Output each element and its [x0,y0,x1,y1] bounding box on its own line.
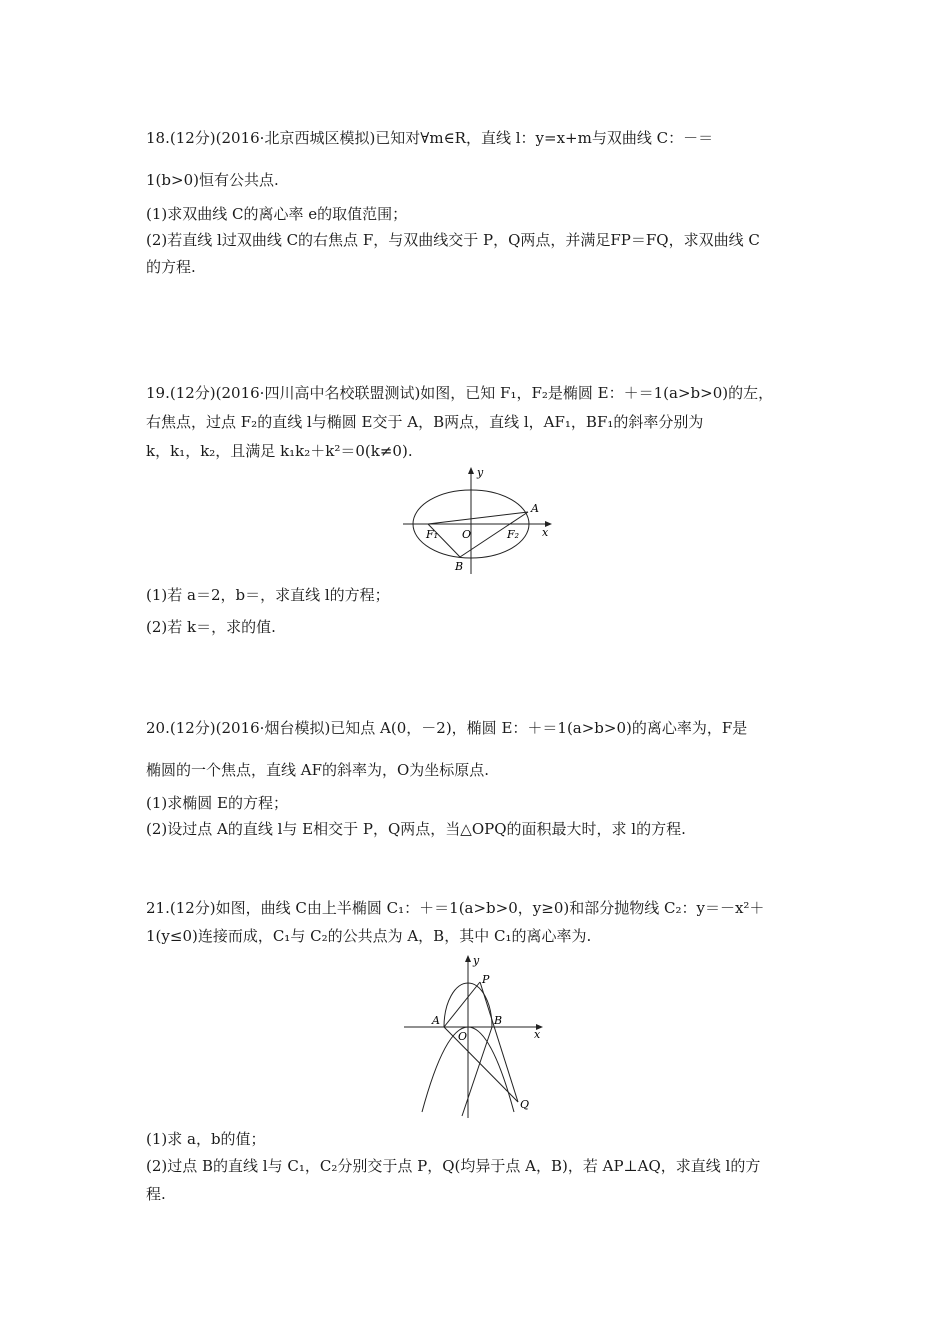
label-q: Q [520,1098,530,1111]
label-f1: F₁ [426,528,439,541]
q21-line-5: 程. [146,1185,166,1203]
q18-line-5: 的方程. [146,258,196,276]
q21-line-1: 21.(12分)如图，曲线 C由上半椭圆 C₁：＋＝1(a>b>0，y≥0)和部分抛物线 C₂：y＝－x²＋ [146,899,765,917]
q21-line-2: 1(y≤0)连接而成，C₁与 C₂的公共点为 A，B，其中 C₁的离心率为. [146,927,592,945]
q18-line-3: (1)求双曲线 C的离心率 e的取值范围； [146,205,408,223]
q19-line-1: 19.(12分)(2016·四川高中名校联盟测试)如图，已知 F₁，F₂是椭圆 E：＋＝1(a>b>0)的左， [146,384,774,402]
q19-line-5: (2)若 k＝，求的值. [146,618,276,636]
label-o: O [462,528,472,541]
label-y: y [477,466,484,479]
label-a: A [531,502,539,515]
q20-line-1: 20.(12分)(2016·烟台模拟)已知点 A(0，－2)，椭圆 E：＋＝1(a>b>0)的离心率为，F是 [146,719,748,737]
label-x: x [534,1028,541,1041]
q19-line-3: k，k₁，k₂，且满足 k₁k₂＋k²＝0(k≠0). [146,442,413,460]
q21-line-4: (2)过点 B的直线 l与 C₁，C₂分别交于点 P，Q(均异于点 A，B)，若 AP⊥AQ，求直线 l的方 [146,1157,761,1175]
q18-line-2: 1(b>0)恒有公共点. [146,171,279,189]
q21-line-3: (1)求 a，b的值； [146,1130,266,1148]
label-a: A [432,1014,440,1027]
q20-line-2: 椭圆的一个焦点，直线 AF的斜率为，O为坐标原点. [146,761,490,779]
q19-line-2: 右焦点，过点 F₂的直线 l与椭圆 E交于 A，B两点，直线 l，AF₁，BF₁的斜率分别为 [146,413,704,431]
q19-line-4: (1)若 a＝2，b＝，求直线 l的方程； [146,586,390,604]
line-ap [444,982,480,1027]
label-f2: F₂ [507,528,520,541]
label-y: y [473,954,480,967]
label-b: B [455,560,464,573]
y-axis-arrow [468,467,474,474]
line-l-pq [480,982,518,1102]
q20-line-4: (2)设过点 A的直线 l与 E相交于 P，Q两点，当△OPQ的面积最大时，求 l的方程. [146,820,686,838]
label-o: O [458,1030,468,1043]
q20-line-3: (1)求椭圆 E的方程； [146,794,288,812]
label-p: P [482,973,490,986]
label-x: x [542,526,549,539]
q18-line-4: (2)若直线 l过双曲线 C的右焦点 F，与双曲线交于 P，Q两点，并满足FP＝FQ，求双曲线 C [146,231,760,249]
line-aq [444,1027,518,1102]
label-b: B [494,1014,503,1027]
y-axis-arrow [465,955,471,962]
q19-ellipse-figure [395,462,565,578]
q21-curve-figure [400,950,550,1122]
q18-line-1: 18.(12分)(2016·北京西城区模拟)已知对∀m∈R，直线 l：y=x+m与双曲线 C：－＝ [146,129,714,147]
